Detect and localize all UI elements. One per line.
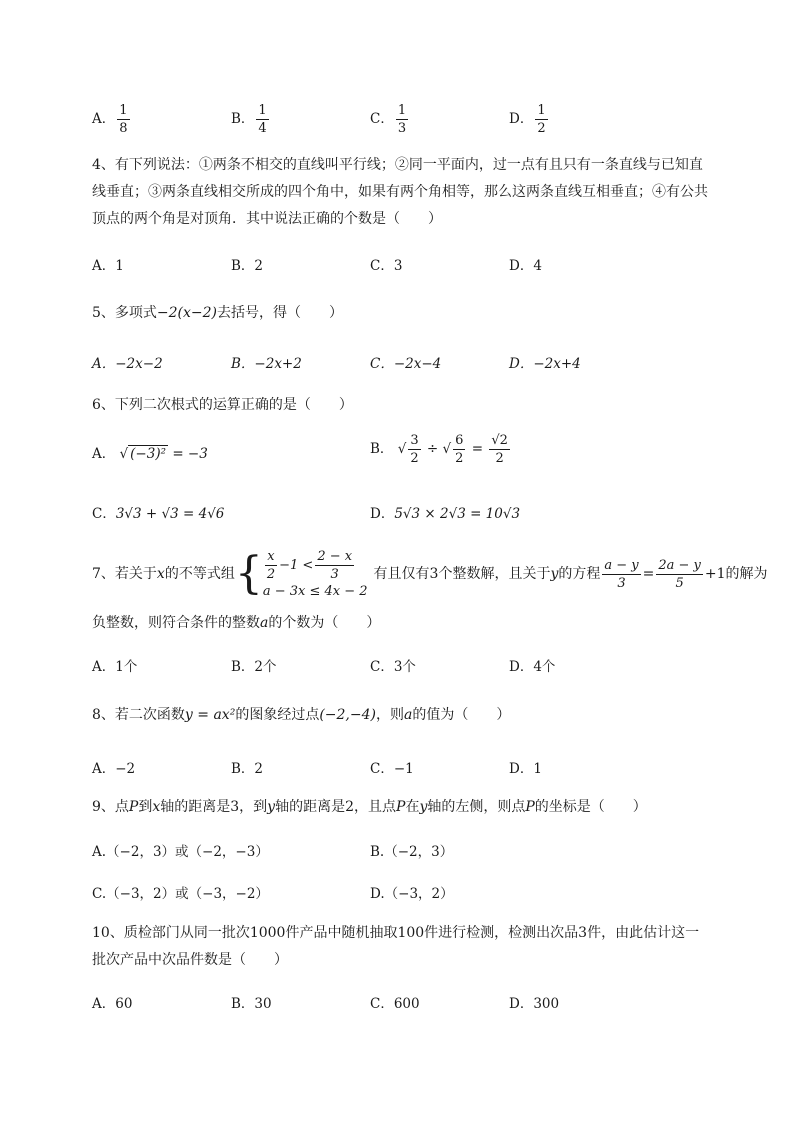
option-label: B． [231,111,255,127]
option-label: B． [370,441,394,457]
equals-sign: = [471,441,484,457]
question-6-stem: 6、下列二次根式的运算正确的是（ ） [92,397,353,413]
q9-var-y: y [267,799,276,815]
q10-line-2: 批次产品中次品件数是（ ） [92,952,288,968]
denominator: 5 [675,575,684,591]
q8-var-a: a [403,707,413,723]
inequality-system [263,548,368,600]
option-label: A． [92,446,116,462]
fraction [602,559,640,590]
question-8-stem [92,704,510,724]
numerator: 1 [397,103,407,118]
q5-expression: −2(x−2) [156,305,218,321]
fraction [396,104,408,135]
eq-tail: +1 [704,566,726,582]
q9-text: 到 [138,799,153,815]
q7-text: 的解为 [725,566,768,582]
q7-option-d[interactable]: D．4个 [509,659,556,675]
q7-option-a[interactable]: A．1个 [92,659,138,675]
question-9-stem [92,796,647,816]
q8-text: 8、若二次函数 [92,707,185,723]
fraction [453,434,465,465]
option-label: D． [370,506,395,522]
q9-var-p: P [128,799,139,815]
numerator: 6 [455,433,464,448]
q9-option-c[interactable]: C.（−3，2）或（−3，−2） [92,886,269,902]
q4-option-b[interactable]: B．2 [231,258,264,274]
q7-text: 的方程 [558,566,601,582]
question-7-line-1 [92,548,768,600]
inequality-1 [263,548,368,583]
q8-text: 的图象经过点 [235,707,320,723]
q8-text: ，则 [375,707,404,723]
q8-point: (−2,−4) [319,707,376,723]
question-5-stem [92,302,343,322]
q9-option-a[interactable]: A.（−2，3）或（−2，−3） [92,844,269,860]
numerator: 2a − y [658,557,701,573]
q8-text: 的值为（ ） [412,707,511,723]
question-7-line-2 [92,612,380,632]
q9-option-d[interactable]: D.（−3，2） [370,886,454,902]
q3-option-b[interactable] [231,104,271,135]
q6-option-a[interactable] [92,442,208,462]
q6-option-b[interactable] [370,434,512,465]
numerator: 2 − x [317,549,353,564]
fraction [408,434,420,465]
inequality-2: a − 3x ≤ 4x − 2 [262,584,368,599]
sqrt-icon: √ [397,441,407,457]
q7-text: 有且仅有3个整数解，且关于 [373,566,551,582]
q4-option-d[interactable]: D．4 [509,258,542,274]
q6-option-c[interactable] [92,502,224,522]
q8-option-a[interactable]: A．−2 [92,761,136,777]
q10-line-1: 10、质检部门从同一批次1000件产品中随机抽取100件进行检测，检测出次品3件，由此估计这一 [92,925,700,941]
q5-option-c[interactable]: C．−2x−4 [370,356,442,372]
q9-option-b[interactable]: B.（−2，3） [370,844,454,860]
numerator: 3 [410,433,419,448]
q3-option-c[interactable] [370,104,410,135]
q5-suffix: 去括号，得（ ） [217,305,344,321]
numerator: 1 [537,103,546,118]
fraction [256,104,268,135]
fraction [656,559,703,590]
expression: 5√3 × 2√3 = 10√3 [394,506,521,522]
q9-text: 9、点 [92,799,129,815]
denominator: 2 [537,121,546,136]
q7-option-b[interactable]: B．2个 [231,659,277,675]
q7-var-y: y [550,566,559,582]
fraction [489,434,510,465]
fraction [265,550,277,581]
q9-text: 在 [405,799,420,815]
q5-option-b[interactable]: B．−2x+2 [231,356,302,372]
option-label: C． [370,111,394,127]
q5-prefix: 5、多项式 [92,305,157,321]
q7-var-a: a [260,615,269,631]
q4-option-c[interactable]: C．3 [370,258,403,274]
question-4-stem [92,152,752,233]
q9-text: 轴的左侧，则点 [427,799,526,815]
denominator: 3 [397,121,407,136]
fraction [315,550,354,581]
denominator: 3 [617,575,626,591]
denominator: 2 [410,451,419,466]
q3-option-a[interactable] [92,104,132,135]
q7-text: 负整数，则符合条件的整数 [92,615,260,631]
q8-option-b[interactable]: B．2 [231,761,264,777]
q5-option-a[interactable]: A．−2x−2 [92,356,163,372]
expression: 3√3 + √3 = 4√6 [115,506,225,522]
divide-sign: ÷ [426,441,439,457]
q10-option-b[interactable]: B．30 [231,996,272,1012]
ineq-middle: −1 < [279,558,314,573]
q9-var-y: y [419,799,428,815]
q8-option-c[interactable]: C．−1 [370,761,414,777]
q7-var-x: x [156,566,165,582]
q5-option-d[interactable]: D．−2x+4 [509,356,581,372]
denominator: 2 [495,451,504,466]
q9-text: 轴的距离是3，到 [160,799,268,815]
numerator: a − y [604,557,639,573]
q10-option-d[interactable]: D．300 [509,996,560,1012]
denominator: 3 [330,567,339,582]
q7-text: 的不等式组 [164,566,235,582]
denominator: 2 [266,567,276,582]
q3-option-d[interactable] [509,104,550,135]
q8-function: y = ax² [184,707,236,723]
q4-line-3: 顶点的两个角是对顶角．其中说法正确的个数是（ ） [92,211,442,227]
numerator: x [267,549,275,564]
equals-sign: = [642,566,655,582]
q7-text: 的个数为（ ） [268,615,381,631]
q10-option-a[interactable]: A．60 [92,996,133,1012]
denominator: 4 [258,121,267,136]
option-label: C． [92,506,116,522]
q7-text: 7、若关于 [92,566,157,582]
q10-option-c[interactable]: C．600 [370,996,420,1012]
q6-option-d[interactable] [370,502,520,522]
sqrt-icon: √ [119,446,129,462]
option-label: D． [509,111,534,127]
option-label: A． [92,111,116,127]
q8-option-d[interactable]: D．1 [509,761,542,777]
q9-text: 的坐标是（ ） [534,799,647,815]
q4-option-a[interactable]: A．1 [92,258,124,274]
denominator: 2 [455,451,464,466]
q9-var-x: x [152,799,161,815]
rhs: = −3 [172,446,208,462]
numerator: √2 [491,433,508,448]
denominator: 8 [119,121,128,136]
q4-line-2: 线垂直；③两条直线相交所成的四个角中，如果有两个角相等，那么这两条直线互相垂直；④有公共 [92,184,708,200]
numerator: 1 [119,103,128,118]
fraction [535,104,547,135]
sqrt-icon: √ [442,441,452,457]
question-10-stem [92,920,752,974]
q9-text: 轴的距离是2，且点 [275,799,397,815]
q9-var-p: P [525,799,535,815]
radicand: (−3)² [130,446,167,462]
left-brace-icon: { [234,548,263,599]
fraction [117,104,129,135]
q7-option-c[interactable]: C．3个 [370,659,416,675]
numerator: 1 [258,103,267,118]
q4-line-1: 4、有下列说法：①两条不相交的直线叫平行线；②同一平面内，过一点有且只有一条直线与已知直 [92,157,703,173]
q9-var-p: P [396,799,406,815]
